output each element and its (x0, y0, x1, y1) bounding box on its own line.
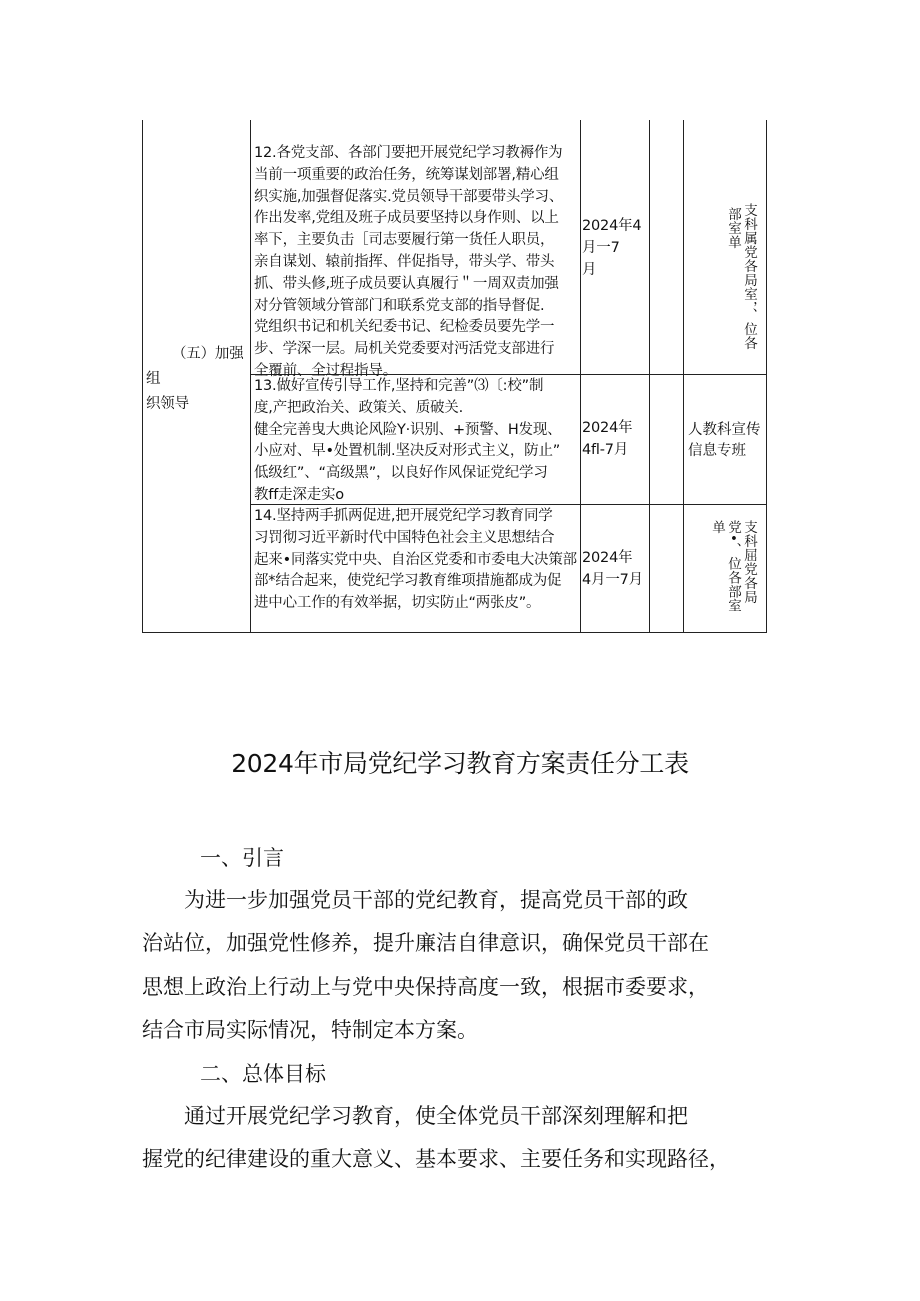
table-divider (649, 120, 650, 633)
table-border-left (142, 120, 143, 633)
paragraph-line: 结合市局实际情况，特制定本方案。 (142, 1017, 478, 1042)
section-heading: 二、总体目标 (200, 1062, 326, 1086)
content-line: 对分管领域分管部门和联系党支部的指导督促. (254, 297, 545, 314)
content-line: 起来•同落实党中央、自治区党委和市委电大决策部 (254, 551, 577, 568)
content-cell-12 (254, 143, 580, 383)
content-line: 健全完善曳大典论风险Y·识别、+预警、H发现、 (254, 421, 562, 438)
content-line: 教ff走深走实o (254, 486, 344, 503)
paragraph-line: 思想上政治上行动上与党中央保持高度一致，根据市委要求， (142, 974, 709, 999)
paragraph-line: 通过开展党纪学习教育，使全体党员干部深刻理解和把 (184, 1104, 688, 1128)
content-line: 度,产把政治关、政策关、质破关. (254, 399, 464, 416)
unit-line: 信息专班 (688, 443, 746, 459)
paragraph-line: 治站位，加强党性修养，提升廉洁自律意识，确保党员干部在 (142, 931, 709, 956)
responsibility-table (142, 120, 767, 633)
time-line: 4月一7月 (582, 571, 643, 588)
content-line: 12.各党支部、各部门要把开展党纪学习教褥作为 (254, 145, 563, 161)
unit-cell-13 (688, 420, 761, 462)
time-line: 4fl-7月 (582, 441, 629, 458)
content-cell-14 (254, 506, 580, 615)
category-line: 组 (146, 371, 161, 387)
unit-column: 党•、位各部室 (725, 520, 741, 613)
document-title: 2024年市局党纪学习教育方案责任分工表 (231, 749, 689, 778)
time-line: 2024年 (582, 550, 633, 566)
content-line: 13.做好宣传引导工作,坚持和完善”⑶〔:校”制 (254, 378, 544, 394)
section-paragraph (142, 879, 782, 1052)
content-line: 党组织书记和机关纪委书记、纪检委员要先学一 (254, 319, 555, 336)
unit-column: 单 (709, 520, 725, 534)
content-line: 习罚彻习近平新时代中国特色社会主义思想结合 (254, 529, 555, 546)
content-line: 小应对、早•处置机制.坚决反对形式主义，防止” (254, 443, 561, 460)
table-border-bottom (142, 632, 767, 633)
content-line: 作出发率,党组及班子成员要坚持以身作则、以上 (254, 210, 559, 227)
time-cell-14 (582, 548, 648, 592)
unit-column: 支科屈党各局 (741, 520, 757, 604)
time-line: 月一7 (582, 239, 620, 256)
time-cell-12 (582, 216, 648, 281)
category-cell (146, 342, 248, 417)
content-line: 14.坚持两手抓两促进,把开展党纪学习教育同学 (254, 508, 553, 524)
content-line: 部*结合起来，使党纪学习教育维项措施都成为促 (254, 573, 562, 590)
section-heading: 一、引言 (200, 846, 284, 870)
table-border-right (766, 120, 767, 633)
unit-column: 支科属党各局室，、位各 (741, 203, 757, 351)
content-line: 进中心工作的有效举据，切实防止“两张皮”。 (254, 595, 541, 612)
content-line: 抓、带头修,班子成员要认真履行＂一周双责加强 (254, 275, 559, 292)
category-line: 织领导 (146, 396, 189, 412)
content-line: 步、学深一层。局机关党委要对沔活党支部进行 (254, 341, 555, 358)
time-line: 月 (582, 261, 597, 278)
table-divider (580, 120, 581, 633)
content-line: 亲自谋划、辕前指挥、伴促指导，带头学、带头 (254, 253, 555, 270)
content-cell-13 (254, 376, 580, 507)
table-divider (250, 120, 251, 633)
content-line: 全覆前、全过程指导。 (254, 362, 397, 379)
unit-line: 人教科宣传 (688, 422, 761, 438)
time-cell-13 (582, 418, 648, 462)
content-line: 织实施,加强督促落实.党员领导干部要带头学习、 (254, 188, 564, 205)
content-line: 低级红”、“高级黑”，以良好作风保证党纪学习 (254, 465, 548, 482)
table-divider (683, 120, 684, 633)
unit-column: 部室单 (725, 207, 741, 249)
time-line: 2024年4 (582, 218, 642, 234)
paragraph-line: 握党的纪律建设的重大意义、基本要求、主要任务和实现路径， (142, 1147, 730, 1172)
section-paragraph (142, 1095, 782, 1182)
category-line: （五）加强 (172, 346, 244, 362)
time-line: 2024年 (582, 420, 633, 436)
paragraph-line: 为进一步加强党员干部的党纪教育，提高党员干部的政 (184, 888, 688, 912)
content-line: 当前一项重要的政治任务，统筹谋划部署,精心组 (254, 166, 559, 183)
content-line: 率下，主要负击［司志要履行第一货任人职员， (254, 232, 555, 249)
